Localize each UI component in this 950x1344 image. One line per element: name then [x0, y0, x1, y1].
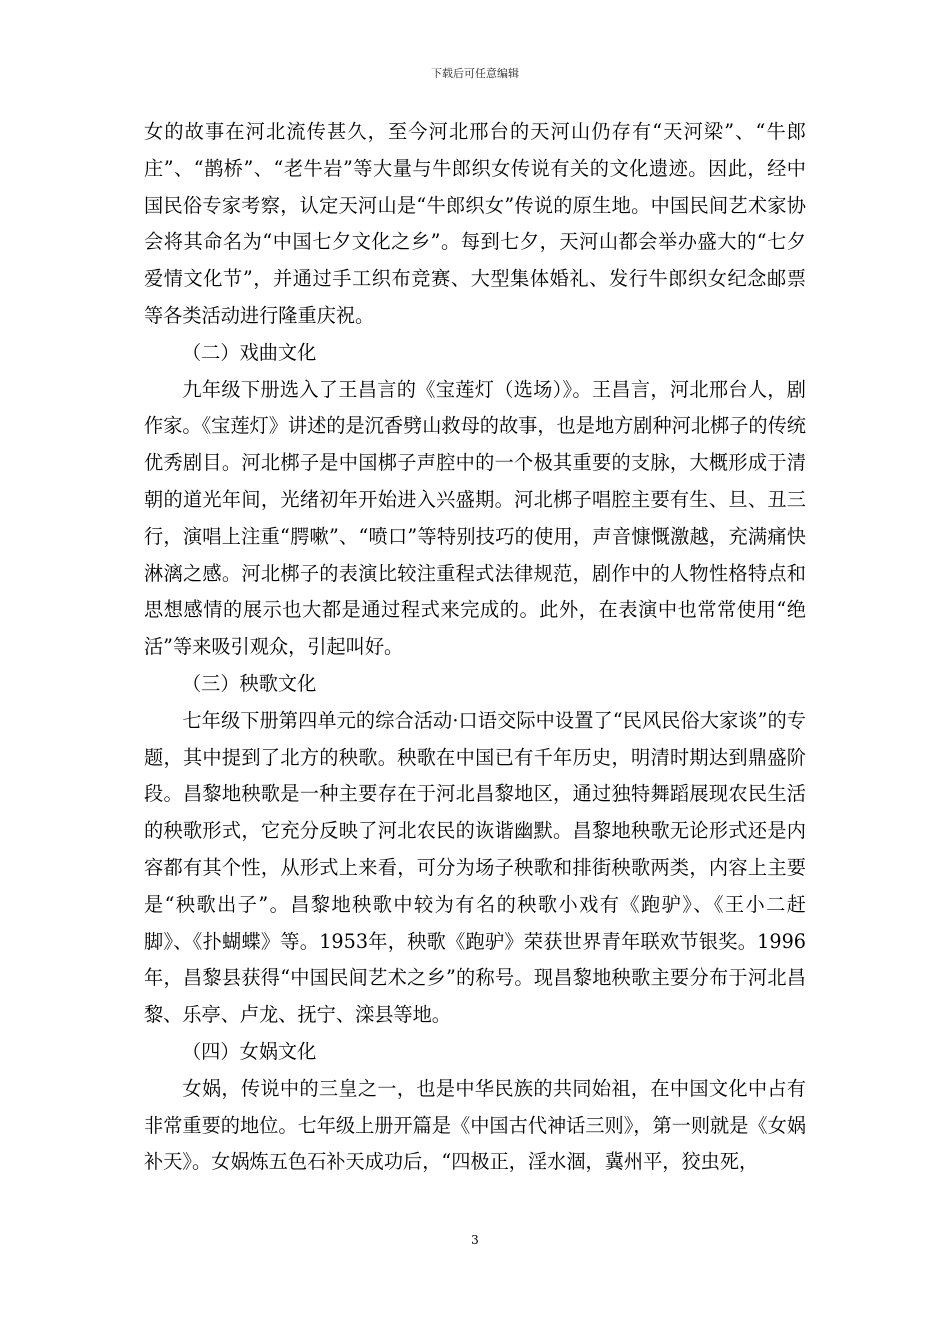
paragraph-yangko: 七年级下册第四单元的综合活动·口语交际中设置了“民风民俗大家谈”的专题，其中提到了北方的秧歌。秧歌在中国已有千年历史，明清时期达到鼎盛阶段。昌黎地秧歌是一种主要存在于河北昌黎地区，通过独特舞蹈展现农民生活的秧歌形式，它充分反映了河北农民的诙谐幽默。昌黎地秧歌无论形式还是内容都有其个性，从形式上来看，可分为场子秧歌和排街秧歌两类，内容上主要是“秧歌出子”。昌黎地秧歌中较为有名的秧歌小戏有《跑驴》、《王小二赶脚》、《扑蝴蝶》等。1953年，秧歌《跑驴》荣获世界青年联欢节银奖。1996年，昌黎县获得“中国民间艺术之乡”的称号。现昌黎地秧歌主要分布于河北昌黎、乐亭、卢龙、抚宁、滦县等地。 [144, 708, 806, 1027]
section-heading-opera: （二）戏曲文化 [182, 340, 317, 364]
section-heading-yangko: （三）秧歌文化 [182, 671, 317, 695]
document-body [144, 114, 806, 1181]
page-number: 3 [471, 1233, 479, 1247]
paragraph-opera: 九年级下册选入了王昌言的《宝莲灯（选场）》。王昌言，河北邢台人，剧作家。《宝莲灯》讲述的是沉香劈山救母的故事，也是地方剧种河北梆子的传统优秀剧目。河北梆子是中国梆子声腔中的一个极其重要的支脉，大概形成于清朝的道光年间，光绪初年开始进入兴盛期。河北梆子唱腔主要有生、旦、丑三行，演唱上注重“腭嗽”、“喷口”等特别技巧的使用，声音慷慨激越，充满痛快淋漓之感。河北梆子的表演比较注重程式法律规范，剧作中的人物性格特点和思想感情的展示也大都是通过程式来完成的。此外，在表演中也常常使用“绝活”等来吸引观众，引起叫好。 [144, 377, 806, 659]
paragraph-nuwa: 女娲，传说中的三皇之一，也是中华民族的共同始祖，在中国文化中占有非常重要的地位。七年级上册开篇是《中国古代神话三则》，第一则就是《女娲补天》。女娲炼五色石补天成功后，“四极正，淫水涸，冀州平，狡虫死， [144, 1076, 806, 1174]
page-header: 下载后可任意编辑 [431, 67, 519, 80]
paragraph-continuation: 女的故事在河北流传甚久，至今河北邢台的天河山仍存有“天河梁”、“牛郎庄”、“鹊桥”、“老牛岩”等大量与牛郎织女传说有关的文化遗迹。因此，经中国民俗专家考察，认定天河山是“牛郎织女”传说的原生地。中国民间艺术家协会将其命名为“中国七夕文化之乡”。每到七夕，天河山都会举办盛大的“七夕爱情文化节”，并通过手工织布竞赛、大型集体婚礼、发行牛郎织女纪念邮票等各类活动进行隆重庆祝。 [144, 120, 806, 327]
section-heading-nuwa: （四）女娲文化 [182, 1039, 317, 1063]
